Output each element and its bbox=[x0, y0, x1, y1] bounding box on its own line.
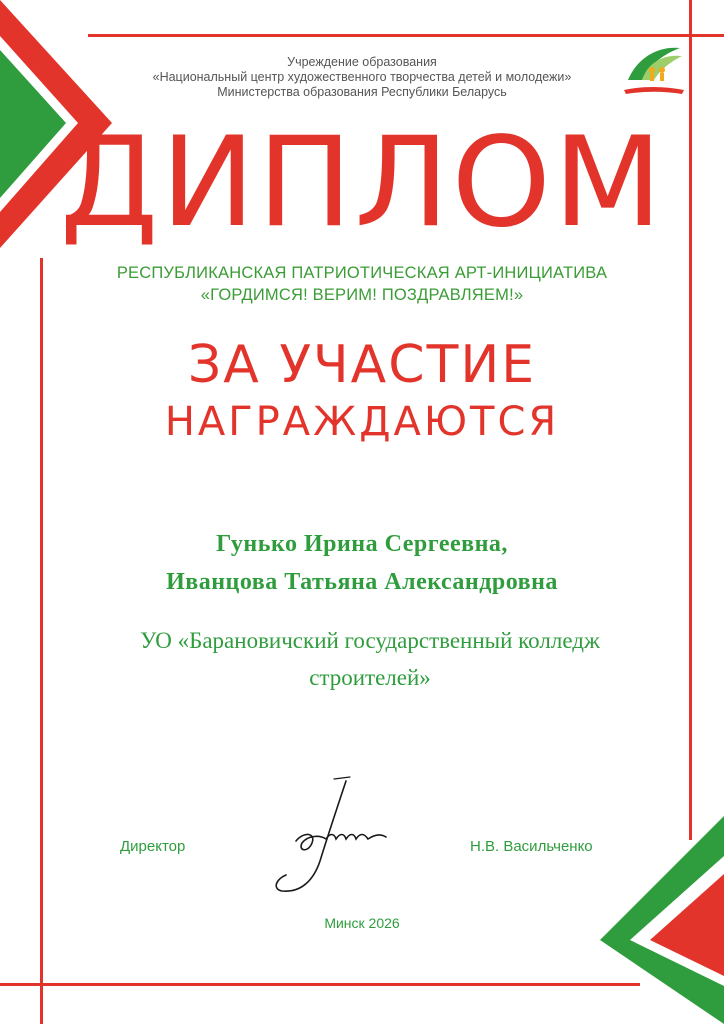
director-name: Н.В. Васильченко bbox=[470, 838, 593, 855]
recipient-name-2: Иванцова Татьяна Александровна bbox=[166, 569, 558, 595]
institution-name: УО «Барановичский государственный колледж строителей» bbox=[140, 628, 600, 690]
handwritten-signature bbox=[268, 775, 408, 900]
director-label: Директор bbox=[120, 838, 186, 855]
org-line-3: Министерства образования Республики Беларусь bbox=[217, 85, 507, 99]
initiative-line-1: РЕСПУБЛИКАНСКАЯ ПАТРИОТИЧЕСКАЯ АРТ-ИНИЦИАТИВА bbox=[116, 264, 608, 282]
org-line-1: Учреждение образования bbox=[287, 55, 437, 69]
org-line-2: «Национальный центр художественного творчества детей и молодежи» bbox=[152, 70, 572, 84]
diploma-title: ДИПЛОМ bbox=[59, 111, 665, 255]
frame-top-line bbox=[88, 34, 724, 37]
initiative-line-2: «ГОРДИМСЯ! ВЕРИМ! ПОЗДРАВЛЯЕМ!» bbox=[200, 286, 524, 304]
award-line-2: НАГРАЖДАЮТСЯ bbox=[164, 399, 560, 445]
recipient-name-1: Гунько Ирина Сергеевна, bbox=[216, 531, 508, 557]
city-year: Минск 2026 bbox=[324, 915, 400, 931]
award-line-1: ЗА УЧАСТИЕ bbox=[187, 335, 537, 395]
frame-bottom-line bbox=[0, 983, 640, 986]
